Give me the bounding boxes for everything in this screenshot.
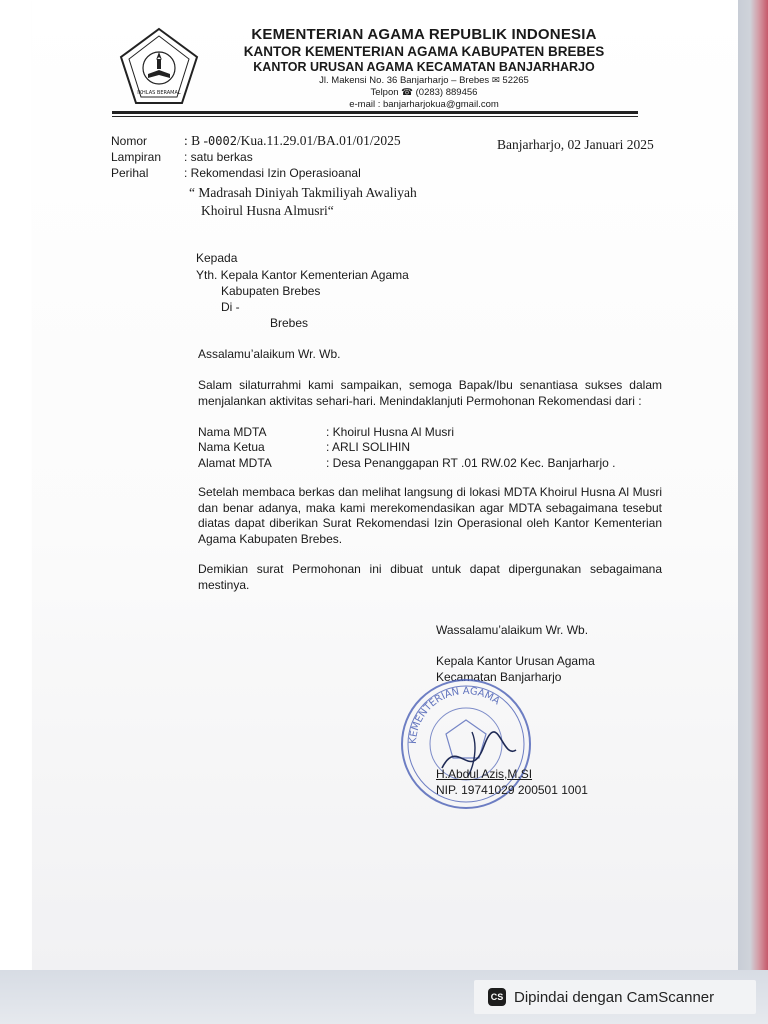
lampiran-value: : satu berkas — [184, 150, 253, 164]
detail-label: Nama MDTA — [198, 425, 267, 439]
recipient-line-2: Kabupaten Brebes — [221, 284, 321, 298]
paragraph-1: Salam silaturrahmi kami sampaikan, semoga Bapak/Ibu senantiasa sukses dalam menjalankan aktivitas sehari-hari. Menindaklanjuti Permohonan Rekomendasi dari : — [198, 378, 662, 408]
signatory-name: H.Abdul Azis,M.SI — [436, 767, 533, 781]
signatory-nip: NIP. 19741029 200501 1001 — [436, 783, 588, 797]
paragraph-2: Setelah membaca berkas dan melihat langsung di lokasi MDTA Khoirul Husna Al Musri dan benar adanya, maka kami merekomendasikan agar MDTA sebagaimana tesebut diatas dapat diberikan Surat Rekomendasi Izin Operasional oleh Kantor Kementerian Agama Kabupaten Brebes. — [198, 485, 662, 546]
camscanner-watermark — [474, 980, 756, 1014]
paragraph-3: Demikian surat Permohonan ini dibuat untuk dapat dipergunakan sebagaimana mestinya. — [198, 562, 662, 592]
perihal-label: Perihal — [111, 166, 149, 180]
lampiran-label: Lampiran — [111, 150, 162, 164]
svg-text:IKHLAS BERAMAL: IKHLAS BERAMAL — [137, 90, 181, 96]
letterhead-divider-thin — [112, 116, 638, 117]
letterhead-ministry: KEMENTERIAN AGAMA REPUBLIK INDONESIA — [251, 26, 597, 43]
letterhead-divider-thick — [112, 111, 638, 114]
signatory-title-1: Kepala Kantor Urusan Agama — [436, 654, 595, 668]
letterhead-district-office: KANTOR URUSAN AGAMA KECAMATAN BANJARHARJO — [253, 60, 595, 74]
nomor-label: Nomor — [111, 134, 148, 148]
perihal-value: : Rekomendasi Izin Operasioanal — [184, 166, 361, 180]
scan-background-right — [738, 0, 768, 1024]
greeting: Assalamu’alaikum Wr. Wb. — [198, 347, 341, 361]
nomor-suffix: /Kua.11.29.01/BA.01/01/2025 — [236, 133, 401, 148]
camscanner-logo-icon: CS — [488, 988, 506, 1006]
recipient-line-3: Di - — [221, 300, 240, 314]
detail-label: Nama Ketua — [198, 440, 265, 454]
signatory-title-2: Kecamatan Banjarharjo — [436, 670, 562, 684]
kemenag-logo-icon — [118, 26, 200, 108]
letterhead — [214, 26, 634, 111]
letterhead-address: Jl. Makensi No. 36 Banjarharjo – Brebes ✉ 52265 — [319, 75, 529, 86]
letterhead-regency-office: KANTOR KEMENTERIAN AGAMA KABUPATEN BREBES — [243, 44, 605, 59]
nomor-handwritten: 0002 — [208, 134, 237, 148]
detail-value: : Desa Penanggapan RT .01 RW.02 Kec. Banjarharjo . — [326, 456, 616, 470]
nomor-value — [184, 133, 401, 149]
camscanner-text: Dipindai dengan CamScanner — [514, 988, 715, 1006]
perihal-line-3: Khoirul Husna Almusri“ — [201, 203, 334, 218]
closing-salam: Wassalamu’alaikum Wr. Wb. — [436, 623, 589, 637]
detail-label: Alamat MDTA — [198, 456, 272, 470]
recipient-line-1: Yth. Kepala Kantor Kementerian Agama — [196, 268, 409, 282]
recipient-kepada: Kepada — [196, 251, 238, 265]
letterhead-email: e-mail : banjarharjokua@gmail.com — [349, 99, 499, 110]
detail-value: : Khoirul Husna Al Musri — [326, 425, 455, 439]
letterhead-phone: Telpon ☎ (0283) 889456 — [370, 87, 478, 98]
recipient-line-4: Brebes — [270, 316, 309, 330]
nomor-prefix: : B - — [184, 133, 209, 148]
svg-text:KEMENTERIAN AGAMA: KEMENTERIAN AGAMA — [407, 686, 502, 745]
detail-value: : ARLI SOLIHIN — [326, 440, 411, 454]
place-date: Banjarharjo, 02 Januari 2025 — [497, 137, 654, 152]
perihal-line-2: “ Madrasah Diniyah Takmiliyah Awaliyah — [189, 185, 417, 200]
